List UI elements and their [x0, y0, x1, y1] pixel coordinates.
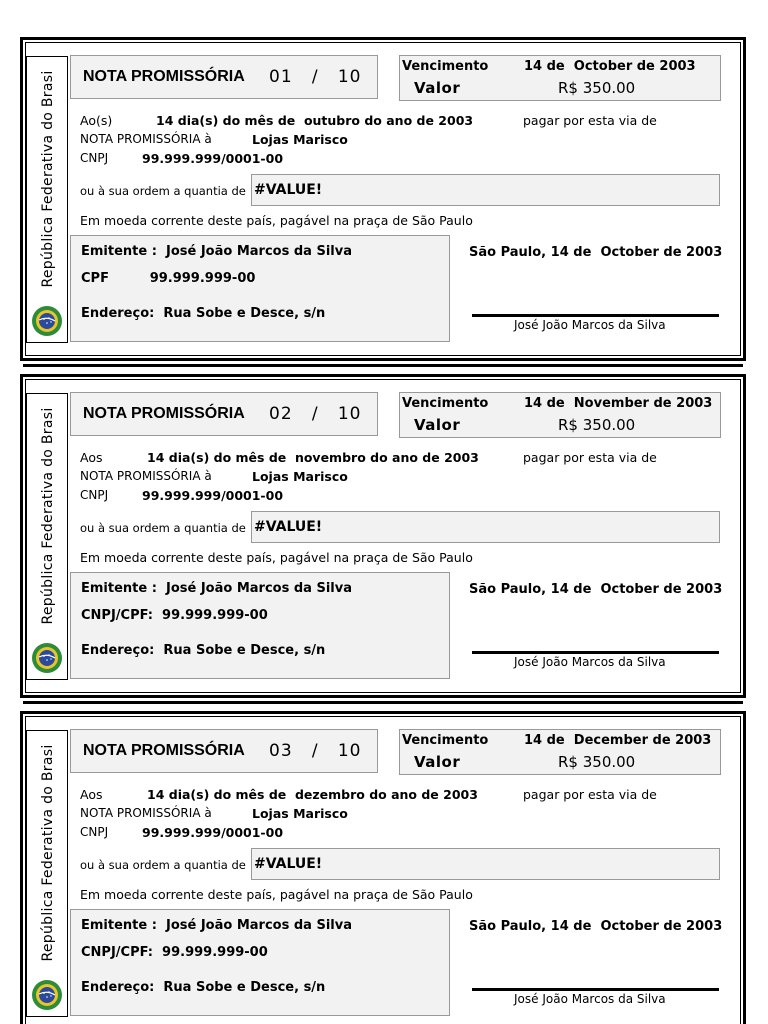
due-box: [399, 729, 721, 775]
brazil-emblem-icon: [30, 641, 64, 675]
creditor-name: Lojas Marisco: [252, 469, 348, 484]
creditor-name: Lojas Marisco: [252, 806, 348, 821]
doc-value: 99.999.999-00: [149, 271, 256, 286]
quantity-box: [251, 511, 720, 543]
title-box: [70, 55, 378, 99]
issuer-label: Emitente :: [81, 581, 157, 596]
side-strip: [26, 393, 68, 680]
number-slash: /: [311, 741, 319, 761]
doc-line: [81, 271, 255, 286]
title-box: [70, 729, 378, 773]
doc-value: 99.999.999-00: [162, 945, 268, 960]
doc-line: [81, 945, 268, 960]
side-strip: [26, 730, 68, 1017]
issuer-name: José João Marcos da Silva: [166, 244, 352, 259]
doc-line: [81, 608, 268, 623]
address-label: Endereço:: [81, 306, 155, 321]
installment-number: 03: [269, 741, 293, 761]
due-label: Vencimento: [402, 733, 489, 748]
nota-text: NOTA PROMISSÓRIA à: [80, 806, 212, 820]
note-title: NOTA PROMISSÓRIA: [83, 742, 245, 759]
note-title: NOTA PROMISSÓRIA: [83, 68, 245, 85]
brazil-emblem-icon: [30, 304, 64, 338]
note-separator: [23, 701, 743, 704]
signature-name: José João Marcos da Silva: [514, 655, 666, 669]
number-slash: /: [311, 67, 319, 87]
issuer-line: [81, 918, 352, 933]
note-separator: [23, 364, 743, 367]
ao-prefix: Ao(s): [80, 113, 113, 128]
signature-line: [472, 651, 719, 654]
doc-label: CPF: [81, 271, 109, 286]
quantity-value: #VALUE!: [254, 182, 323, 198]
promissory-note-1: [20, 37, 746, 361]
note-title: NOTA PROMISSÓRIA: [83, 405, 245, 422]
signature-name: José João Marcos da Silva: [514, 318, 666, 332]
issuer-box: [70, 235, 450, 342]
note-number: [269, 404, 361, 424]
issuer-line: [81, 244, 352, 259]
due-label: Vencimento: [402, 396, 489, 411]
due-date: 14 de December de 2003: [524, 733, 712, 748]
issuer-name: José João Marcos da Silva: [166, 918, 352, 933]
cnpj-value: 99.999.999/0001-00: [142, 488, 284, 503]
address-line: [81, 306, 325, 321]
term-text: 14 dia(s) do mês de dezembro do ano de 2003: [147, 787, 478, 802]
cnpj-label: CNPJ: [80, 151, 109, 165]
cnpj-label: CNPJ: [80, 825, 109, 839]
value-label: Valor: [414, 753, 461, 771]
doc-value: 99.999.999-00: [162, 608, 268, 623]
doc-label: CNPJ/CPF:: [81, 608, 153, 623]
issuer-label: Emitente :: [81, 244, 157, 259]
address-label: Endereço:: [81, 980, 155, 995]
value-amount: R$ 350.00: [558, 79, 636, 97]
due-date: 14 de November de 2003: [524, 396, 713, 411]
value-amount: R$ 350.00: [558, 753, 636, 771]
cnpj-label: CNPJ: [80, 488, 109, 502]
doc-label: CNPJ/CPF:: [81, 945, 153, 960]
quantity-value: #VALUE!: [254, 519, 323, 535]
title-box: [70, 392, 378, 436]
address-value: Rua Sobe e Desce, s/n: [163, 643, 326, 658]
cnpj-value: 99.999.999/0001-00: [142, 151, 284, 166]
ao-prefix: Aos: [80, 787, 103, 802]
due-box: [399, 55, 721, 101]
value-label: Valor: [414, 416, 461, 434]
installment-total: 10: [337, 404, 362, 424]
currency-text: Em moeda corrente deste país, pagável na praça de São Paulo: [80, 887, 473, 902]
installment-number: 02: [269, 404, 293, 424]
issuer-label: Emitente :: [81, 918, 157, 933]
term-text: 14 dia(s) do mês de novembro do ano de 2003: [147, 450, 479, 465]
pay-text: pagar por esta via de: [523, 787, 657, 802]
signature-line: [472, 314, 719, 317]
due-label: Vencimento: [402, 59, 489, 74]
address-value: Rua Sobe e Desce, s/n: [163, 980, 326, 995]
installment-total: 10: [337, 741, 362, 761]
value-label: Valor: [414, 79, 461, 97]
pay-text: pagar por esta via de: [523, 113, 657, 128]
number-slash: /: [311, 404, 319, 424]
signature-line: [472, 988, 719, 991]
place-date: São Paulo, 14 de October de 2003: [469, 582, 723, 597]
quantity-value: #VALUE!: [254, 856, 323, 872]
quantity-box: [251, 174, 720, 206]
currency-text: Em moeda corrente deste país, pagável na praça de São Paulo: [80, 213, 473, 228]
brazil-emblem-icon: [30, 978, 64, 1012]
address-label: Endereço:: [81, 643, 155, 658]
address-line: [81, 980, 325, 995]
address-value: Rua Sobe e Desce, s/n: [163, 306, 326, 321]
issuer-box: [70, 572, 450, 679]
side-text: República Federativa do Brasi: [40, 70, 56, 288]
cnpj-value: 99.999.999/0001-00: [142, 825, 284, 840]
side-text: República Federativa do Brasi: [40, 744, 56, 962]
issuer-line: [81, 581, 352, 596]
quantity-box: [251, 848, 720, 880]
place-date: São Paulo, 14 de October de 2003: [469, 245, 723, 260]
due-box: [399, 392, 721, 438]
address-line: [81, 643, 325, 658]
promissory-note-3: [20, 711, 746, 1024]
ao-prefix: Aos: [80, 450, 103, 465]
nota-text: NOTA PROMISSÓRIA à: [80, 132, 212, 146]
order-text: ou à sua ordem a quantia de: [80, 858, 246, 872]
issuer-name: José João Marcos da Silva: [166, 581, 352, 596]
nota-text: NOTA PROMISSÓRIA à: [80, 469, 212, 483]
issuer-box: [70, 909, 450, 1016]
note-number: [269, 67, 361, 87]
due-date: 14 de October de 2003: [524, 59, 696, 74]
promissory-note-2: [20, 374, 746, 698]
side-text: República Federativa do Brasi: [40, 407, 56, 625]
currency-text: Em moeda corrente deste país, pagável na praça de São Paulo: [80, 550, 473, 565]
pay-text: pagar por esta via de: [523, 450, 657, 465]
signature-name: José João Marcos da Silva: [514, 992, 666, 1006]
installment-total: 10: [337, 67, 362, 87]
creditor-name: Lojas Marisco: [252, 132, 348, 147]
term-text: 14 dia(s) do mês de outubro do ano de 2003: [156, 113, 474, 128]
order-text: ou à sua ordem a quantia de: [80, 521, 246, 535]
side-strip: [26, 56, 68, 343]
value-amount: R$ 350.00: [558, 416, 636, 434]
place-date: São Paulo, 14 de October de 2003: [469, 919, 723, 934]
order-text: ou à sua ordem a quantia de: [80, 184, 246, 198]
note-number: [269, 741, 361, 761]
installment-number: 01: [269, 67, 293, 87]
